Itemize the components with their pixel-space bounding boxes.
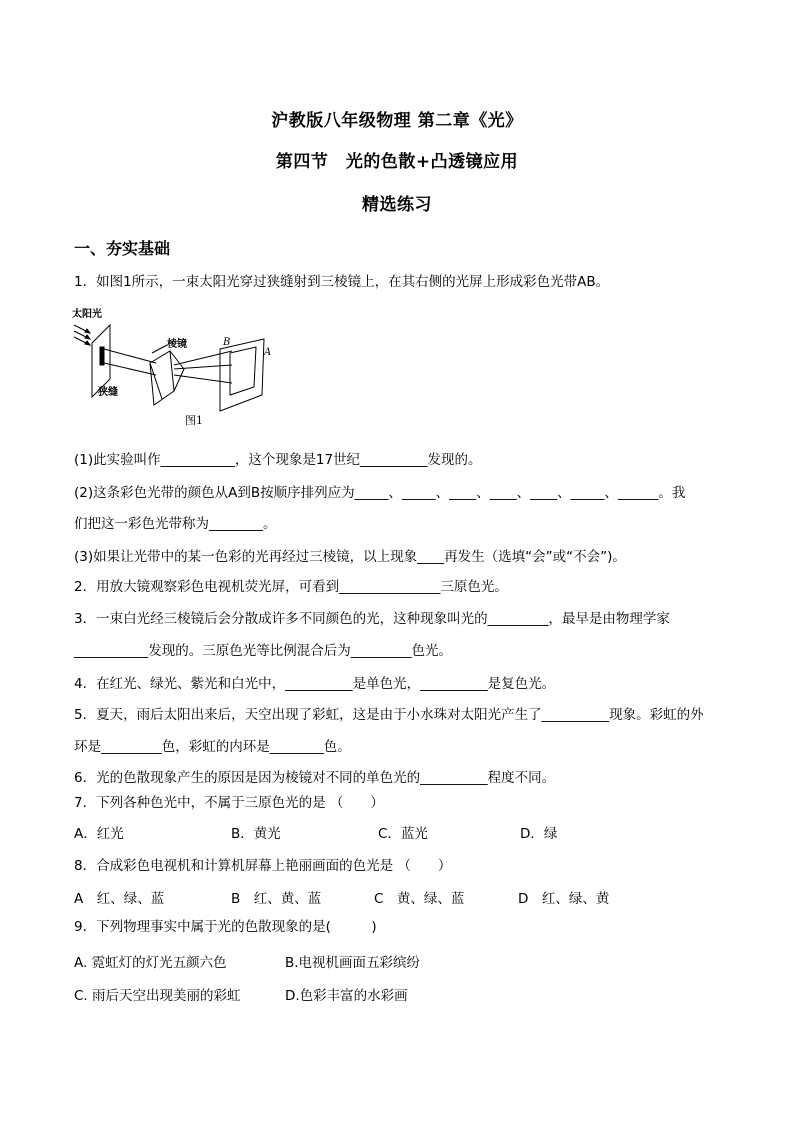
question-7-option-c: C．蓝光	[378, 826, 428, 842]
question-6: 6．光的色散现象产生的原因是因为棱镜对不同的单色光的__________程度不同。	[74, 770, 556, 786]
label-b: B	[223, 337, 231, 348]
figure-1-caption: 图1	[185, 414, 203, 427]
question-1-stem: 1．如图1所示，一束太阳光穿过狭缝射到三棱镜上，在其右侧的光屏上形成彩色光带AB。	[74, 274, 610, 290]
question-5: 5．夏天，雨后太阳出来后，天空出现了彩虹，这是由于小水珠对太阳光产生了__________现象。彩虹的外	[74, 707, 704, 723]
question-1-part-1: (1)此实验叫作___________，这个现象是17世纪__________发现的。	[74, 452, 482, 468]
question-4: 4．在红光、绿光、紫光和白光中，__________是单色光，__________是复色光。	[74, 676, 556, 692]
question-3: 3．一束白光经三棱镜后会分散成许多不同颜色的光，这种现象叫光的_________，最早是由物理学家	[74, 611, 670, 627]
exercise-title: 精选练习	[362, 195, 432, 215]
question-9-stem: 9．下列物理事实中属于光的色散现象的是( )	[74, 919, 377, 935]
question-7-option-b: B．黄光	[231, 826, 281, 842]
question-5-cont: 环是_________色，彩虹的内环是________色。	[74, 739, 351, 755]
question-8-stem: 8．合成彩色电视机和计算机屏幕上艳丽画面的色光是 （ ）	[74, 858, 452, 874]
label-prism: 棱镜	[167, 339, 187, 350]
question-2: 2．用放大镜观察彩色电视机荧光屏，可看到_______________三原色光。	[74, 579, 508, 595]
question-1-part-2: (2)这条彩色光带的颜色从A到B按顺序排列应为_____、_____、____、____、____、_____、______。我	[74, 485, 686, 501]
question-9-option-a: A. 霓虹灯的灯光五颜六色	[74, 955, 227, 971]
question-9-option-b: B.电视机画面五彩缤纷	[285, 955, 421, 971]
section-title: 第四节 光的色散+凸透镜应用	[275, 152, 519, 172]
question-9-option-c: C. 雨后天空出现美丽的彩虹	[74, 988, 241, 1004]
question-1-part-3: (3)如果让光带中的某一色彩的光再经过三棱镜，以上现象____再发生（选填“会”或“不会”)。	[74, 549, 626, 565]
spectrum-band	[230, 347, 256, 395]
question-8-option-b: B 红、黄、蓝	[231, 891, 322, 907]
question-8-option-c: C 黄、绿、蓝	[374, 891, 465, 907]
figure-1-prism-diagram	[70, 303, 290, 428]
question-8-option-d: D 红、绿、黄	[518, 891, 610, 907]
prism-diagram-drawing	[70, 303, 290, 428]
slit	[100, 347, 104, 365]
prism	[150, 351, 174, 405]
question-8-option-a: A 红、绿、蓝	[74, 891, 165, 907]
label-sunlight: 太阳光	[72, 309, 102, 320]
label-slit: 狭缝	[98, 387, 118, 398]
label-a: A	[264, 347, 272, 358]
question-3-cont: ___________发现的。三原色光等比例混合后为_________色光。	[74, 643, 452, 659]
question-7-option-d: D．绿	[520, 826, 558, 842]
section-heading: 一、夯实基础	[74, 239, 171, 258]
question-7-stem: 7．下列各种色光中，不属于三原色光的是 （ ）	[74, 795, 384, 811]
question-7-option-a: A．红光	[74, 826, 124, 842]
question-9-option-d: D.色彩丰富的水彩画	[285, 988, 408, 1004]
document-title: 沪教版八年级物理 第二章《光》	[271, 111, 523, 131]
question-1-part-2-cont: 们把这一彩色光带称为________。	[74, 516, 277, 532]
